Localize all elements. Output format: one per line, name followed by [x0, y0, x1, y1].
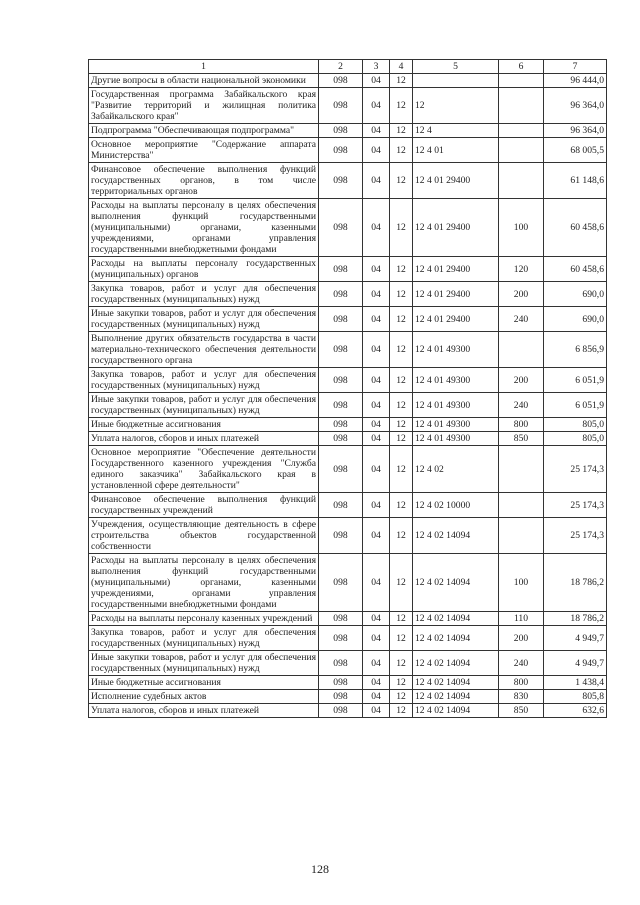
section-code-cell: 04: [363, 612, 390, 626]
expense-name-cell: Иные закупки товаров, работ и услуг для обеспечения государственных (муниципальных) нужд: [89, 307, 319, 332]
section-code-cell: 04: [363, 518, 390, 554]
target-article-cell: 12 4 01 29400: [413, 257, 499, 282]
table-row: [89, 651, 607, 676]
expense-name-cell: Выполнение других обязательств государства в части материально-технического обеспечения деятельности государственного органа: [89, 332, 319, 368]
table-row: [89, 518, 607, 554]
section-code-cell: 04: [363, 307, 390, 332]
expense-name-cell: Закупка товаров, работ и услуг для обеспечения государственных (муниципальных) нужд: [89, 626, 319, 651]
expense-name-cell: Закупка товаров, работ и услуг для обеспечения государственных (муниципальных) нужд: [89, 368, 319, 393]
expense-type-cell: 240: [499, 393, 544, 418]
target-article-cell: 12 4 01 49300: [413, 432, 499, 446]
target-article-cell: 12 4 02 14094: [413, 626, 499, 651]
section-code-cell: 04: [363, 432, 390, 446]
expense-type-cell: [499, 124, 544, 138]
table-row: [89, 332, 607, 368]
amount-cell: 60 458,6: [544, 257, 607, 282]
table-row: [89, 88, 607, 124]
table-header-row: [89, 60, 607, 74]
header-cell: 7: [544, 60, 607, 74]
header-cell: 4: [390, 60, 413, 74]
ministry-code-cell: 098: [319, 690, 363, 704]
expense-name-cell: Государственная программа Забайкальского края "Развитие территорий и жилищная политика Забайкальского края": [89, 88, 319, 124]
subsection-code-cell: 12: [390, 332, 413, 368]
target-article-cell: 12 4 01 29400: [413, 307, 499, 332]
expense-name-cell: Другие вопросы в области национальной экономики: [89, 74, 319, 88]
subsection-code-cell: 12: [390, 74, 413, 88]
section-code-cell: 04: [363, 651, 390, 676]
table-row: [89, 163, 607, 199]
ministry-code-cell: 098: [319, 518, 363, 554]
table-row: [89, 493, 607, 518]
section-code-cell: 04: [363, 163, 390, 199]
page-number: 128: [311, 862, 329, 876]
expense-type-cell: 120: [499, 257, 544, 282]
target-article-cell: 12 4 02 14094: [413, 676, 499, 690]
header-cell: 1: [89, 60, 319, 74]
table-row: [89, 418, 607, 432]
section-code-cell: 04: [363, 393, 390, 418]
expense-type-cell: 110: [499, 612, 544, 626]
expense-type-cell: [499, 332, 544, 368]
subsection-code-cell: 12: [390, 626, 413, 651]
amount-cell: 4 949,7: [544, 651, 607, 676]
target-article-cell: [413, 74, 499, 88]
table-body: [89, 74, 607, 718]
subsection-code-cell: 12: [390, 124, 413, 138]
expense-type-cell: [499, 518, 544, 554]
amount-cell: 690,0: [544, 307, 607, 332]
header-cell: 5: [413, 60, 499, 74]
subsection-code-cell: 12: [390, 199, 413, 257]
table-row: [89, 124, 607, 138]
section-code-cell: 04: [363, 690, 390, 704]
expense-type-cell: 200: [499, 282, 544, 307]
ministry-code-cell: 098: [319, 307, 363, 332]
target-article-cell: 12 4 02 14094: [413, 704, 499, 718]
section-code-cell: 04: [363, 418, 390, 432]
subsection-code-cell: 12: [390, 432, 413, 446]
amount-cell: 96 364,0: [544, 124, 607, 138]
amount-cell: 25 174,3: [544, 493, 607, 518]
table-row: [89, 138, 607, 163]
target-article-cell: 12 4 01 49300: [413, 332, 499, 368]
expense-name-cell: Учреждения, осуществляющие деятельность в сфере строительства объектов государственной собственности: [89, 518, 319, 554]
subsection-code-cell: 12: [390, 554, 413, 612]
table-row: [89, 393, 607, 418]
section-code-cell: 04: [363, 124, 390, 138]
subsection-code-cell: 12: [390, 368, 413, 393]
target-article-cell: 12 4 01 29400: [413, 282, 499, 307]
expense-type-cell: [499, 138, 544, 163]
section-code-cell: 04: [363, 199, 390, 257]
amount-cell: 25 174,3: [544, 518, 607, 554]
subsection-code-cell: 12: [390, 612, 413, 626]
section-code-cell: 04: [363, 446, 390, 493]
ministry-code-cell: 098: [319, 612, 363, 626]
table-row: [89, 612, 607, 626]
expense-name-cell: Расходы на выплаты персоналу в целях обеспечения выполнения функций государственными (муниципальными) органами, казенными учреждениями, органами управления государственными внебюджетными фондами: [89, 554, 319, 612]
target-article-cell: 12 4 01 29400: [413, 163, 499, 199]
target-article-cell: 12 4 01: [413, 138, 499, 163]
subsection-code-cell: 12: [390, 163, 413, 199]
subsection-code-cell: 12: [390, 690, 413, 704]
expense-type-cell: 200: [499, 626, 544, 651]
table-row: [89, 199, 607, 257]
target-article-cell: 12 4 01 49300: [413, 418, 499, 432]
table-row: [89, 626, 607, 651]
target-article-cell: 12 4 02 14094: [413, 651, 499, 676]
ministry-code-cell: 098: [319, 676, 363, 690]
header-cell: 2: [319, 60, 363, 74]
expense-name-cell: Расходы на выплаты персоналу государственных (муниципальных) органов: [89, 257, 319, 282]
target-article-cell: 12 4 02: [413, 446, 499, 493]
subsection-code-cell: 12: [390, 393, 413, 418]
amount-cell: 4 949,7: [544, 626, 607, 651]
budget-table: [88, 59, 607, 718]
section-code-cell: 04: [363, 74, 390, 88]
ministry-code-cell: 098: [319, 138, 363, 163]
target-article-cell: 12 4 02 14094: [413, 612, 499, 626]
ministry-code-cell: 098: [319, 74, 363, 88]
ministry-code-cell: 098: [319, 124, 363, 138]
expense-type-cell: 850: [499, 704, 544, 718]
expense-name-cell: Подпрограмма "Обеспечивающая подпрограмма": [89, 124, 319, 138]
ministry-code-cell: 098: [319, 432, 363, 446]
amount-cell: 96 364,0: [544, 88, 607, 124]
ministry-code-cell: 098: [319, 651, 363, 676]
amount-cell: 6 051,9: [544, 393, 607, 418]
expense-type-cell: 240: [499, 307, 544, 332]
expense-name-cell: Основное мероприятие "Содержание аппарата Министерства": [89, 138, 319, 163]
amount-cell: 25 174,3: [544, 446, 607, 493]
expense-name-cell: Уплата налогов, сборов и иных платежей: [89, 704, 319, 718]
expense-type-cell: 800: [499, 676, 544, 690]
subsection-code-cell: 12: [390, 418, 413, 432]
target-article-cell: 12 4 02 14094: [413, 690, 499, 704]
amount-cell: 632,6: [544, 704, 607, 718]
table-row: [89, 257, 607, 282]
subsection-code-cell: 12: [390, 282, 413, 307]
expense-type-cell: [499, 446, 544, 493]
target-article-cell: 12 4: [413, 124, 499, 138]
expense-name-cell: Расходы на выплаты персоналу казенных учреждений: [89, 612, 319, 626]
ministry-code-cell: 098: [319, 704, 363, 718]
section-code-cell: 04: [363, 704, 390, 718]
ministry-code-cell: 098: [319, 88, 363, 124]
expense-type-cell: [499, 74, 544, 88]
subsection-code-cell: 12: [390, 138, 413, 163]
expense-type-cell: [499, 163, 544, 199]
table-row: [89, 704, 607, 718]
expense-name-cell: Иные бюджетные ассигнования: [89, 418, 319, 432]
amount-cell: 805,0: [544, 432, 607, 446]
table-row: [89, 690, 607, 704]
amount-cell: 60 458,6: [544, 199, 607, 257]
expense-name-cell: Расходы на выплаты персоналу в целях обеспечения выполнения функций государственными (муниципальными) органами, казенными учреждениями, органами управления государственными внебюджетными фондами: [89, 199, 319, 257]
section-code-cell: 04: [363, 257, 390, 282]
expense-type-cell: 830: [499, 690, 544, 704]
ministry-code-cell: 098: [319, 554, 363, 612]
section-code-cell: 04: [363, 554, 390, 612]
amount-cell: 96 444,0: [544, 74, 607, 88]
ministry-code-cell: 098: [319, 282, 363, 307]
ministry-code-cell: 098: [319, 163, 363, 199]
amount-cell: 805,0: [544, 418, 607, 432]
ministry-code-cell: 098: [319, 418, 363, 432]
expense-type-cell: 240: [499, 651, 544, 676]
section-code-cell: 04: [363, 88, 390, 124]
expense-name-cell: Закупка товаров, работ и услуг для обеспечения государственных (муниципальных) нужд: [89, 282, 319, 307]
expense-name-cell: Иные бюджетные ассигнования: [89, 676, 319, 690]
target-article-cell: 12 4 01 49300: [413, 368, 499, 393]
subsection-code-cell: 12: [390, 257, 413, 282]
subsection-code-cell: 12: [390, 446, 413, 493]
amount-cell: 1 438,4: [544, 676, 607, 690]
ministry-code-cell: 098: [319, 446, 363, 493]
table-row: [89, 676, 607, 690]
target-article-cell: 12 4 01 29400: [413, 199, 499, 257]
target-article-cell: 12 4 01 49300: [413, 393, 499, 418]
table-row: [89, 307, 607, 332]
target-article-cell: 12 4 02 14094: [413, 518, 499, 554]
amount-cell: 18 786,2: [544, 612, 607, 626]
subsection-code-cell: 12: [390, 676, 413, 690]
section-code-cell: 04: [363, 368, 390, 393]
expense-type-cell: 800: [499, 418, 544, 432]
expense-name-cell: Основное мероприятие "Обеспечение деятельности Государственного казенного учреждения "Служба единого заказчика" Забайкальского края в установленной сфере деятельности": [89, 446, 319, 493]
ministry-code-cell: 098: [319, 332, 363, 368]
table-row: [89, 446, 607, 493]
expense-name-cell: Финансовое обеспечение выполнения функций государственных учреждений: [89, 493, 319, 518]
expense-name-cell: Финансовое обеспечение выполнения функций государственных органов, в том числе территориальных органов: [89, 163, 319, 199]
expense-name-cell: Иные закупки товаров, работ и услуг для обеспечения государственных (муниципальных) нужд: [89, 651, 319, 676]
table-row: [89, 554, 607, 612]
amount-cell: 61 148,6: [544, 163, 607, 199]
section-code-cell: 04: [363, 332, 390, 368]
section-code-cell: 04: [363, 676, 390, 690]
table-row: [89, 368, 607, 393]
ministry-code-cell: 098: [319, 626, 363, 651]
ministry-code-cell: 098: [319, 368, 363, 393]
expense-type-cell: [499, 88, 544, 124]
ministry-code-cell: 098: [319, 493, 363, 518]
expense-type-cell: 100: [499, 554, 544, 612]
amount-cell: 6 051,9: [544, 368, 607, 393]
amount-cell: 18 786,2: [544, 554, 607, 612]
table-row: [89, 74, 607, 88]
section-code-cell: 04: [363, 493, 390, 518]
section-code-cell: 04: [363, 138, 390, 163]
section-code-cell: 04: [363, 282, 390, 307]
subsection-code-cell: 12: [390, 651, 413, 676]
amount-cell: 6 856,9: [544, 332, 607, 368]
expense-type-cell: 100: [499, 199, 544, 257]
ministry-code-cell: 098: [319, 257, 363, 282]
table-row: [89, 282, 607, 307]
subsection-code-cell: 12: [390, 88, 413, 124]
target-article-cell: 12 4 02 14094: [413, 554, 499, 612]
subsection-code-cell: 12: [390, 493, 413, 518]
section-code-cell: 04: [363, 626, 390, 651]
header-cell: 3: [363, 60, 390, 74]
subsection-code-cell: 12: [390, 704, 413, 718]
amount-cell: 68 005,5: [544, 138, 607, 163]
target-article-cell: 12 4 02 10000: [413, 493, 499, 518]
subsection-code-cell: 12: [390, 307, 413, 332]
expense-type-cell: [499, 493, 544, 518]
expense-name-cell: Уплата налогов, сборов и иных платежей: [89, 432, 319, 446]
amount-cell: 690,0: [544, 282, 607, 307]
expense-type-cell: 200: [499, 368, 544, 393]
expense-name-cell: Иные закупки товаров, работ и услуг для обеспечения государственных (муниципальных) нужд: [89, 393, 319, 418]
amount-cell: 805,8: [544, 690, 607, 704]
subsection-code-cell: 12: [390, 518, 413, 554]
ministry-code-cell: 098: [319, 393, 363, 418]
ministry-code-cell: 098: [319, 199, 363, 257]
expense-name-cell: Исполнение судебных актов: [89, 690, 319, 704]
header-cell: 6: [499, 60, 544, 74]
target-article-cell: 12: [413, 88, 499, 124]
table-row: [89, 432, 607, 446]
expense-type-cell: 850: [499, 432, 544, 446]
